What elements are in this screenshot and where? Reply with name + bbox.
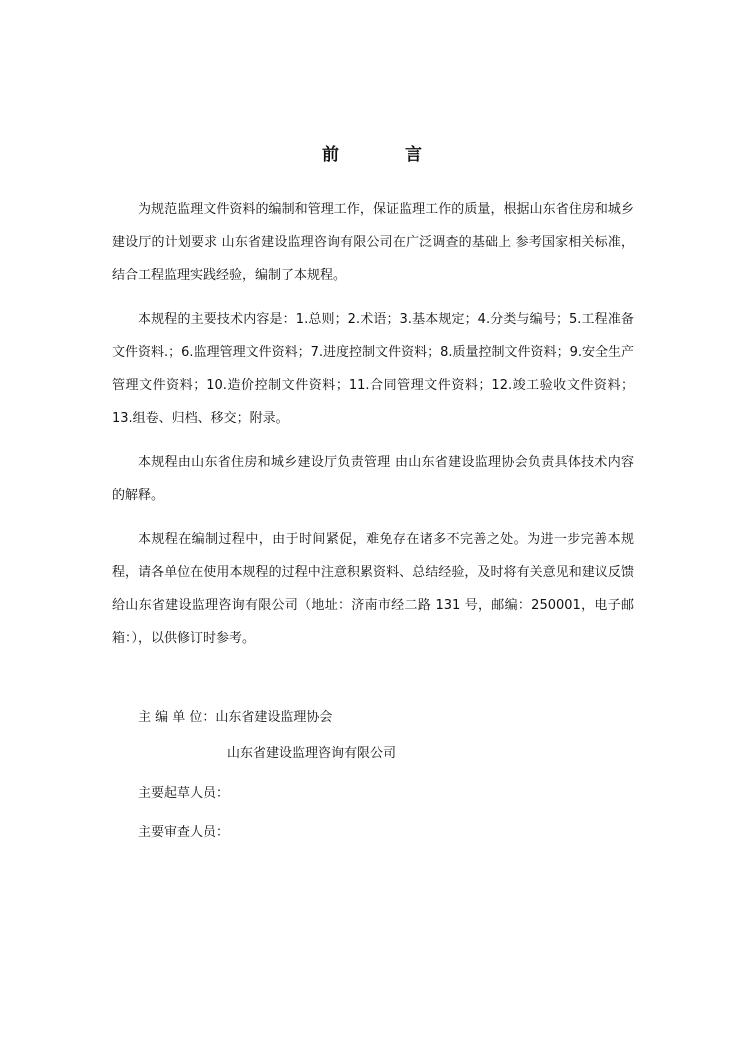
page-title: 前 言 <box>322 145 452 165</box>
main-drafters-label: 主要起草人员： <box>138 786 230 801</box>
paragraph-contents: 本规程的主要技术内容是：1.总则；2.术语；3.基本规定；4.分类与编号；5.工程准备文件资料.；6.监理管理文件资料；7.进度控制文件资料；8.质量控制文件资料；9.安全生产管理文件资料；10.造价控制文件资料；11.合同管理文件资料；12.竣工验收文件资料；13.组卷、归档、移交；附录。 <box>112 312 634 426</box>
paragraph-purpose: 为规范监理文件资料的编制和管理工作，保证监理工作的质量，根据山东省住房和城乡建设厅的计划要求 山东省建设监理咨询有限公司在广泛调查的基础上 参考国家相关标准，结合工程监理实践经验，编制了本规程。 <box>112 202 634 283</box>
paragraph-management: 本规程由山东省住房和城乡建设厅负责管理 由山东省建设监理协会负责具体技术内容的解释。 <box>112 455 634 503</box>
main-reviewers-label: 主要审查人员： <box>138 825 230 840</box>
chief-editor-unit-2: 山东省建设监理咨询有限公司 <box>227 746 397 761</box>
chief-editor-label: 主 编 单 位： <box>138 710 216 725</box>
chief-editor-unit-1: 山东省建设监理协会 <box>215 710 333 725</box>
foreword-body <box>112 193 634 655</box>
chief-editor-line <box>138 706 332 725</box>
paragraph-feedback: 本规程在编制过程中，由于时间紧促，难免存在诸多不完善之处。为进一步完善本规程，请各单位在使用本规程的过程中注意积累资料、总结经验，及时将有关意见和建议反馈给山东省建设监理咨询有限公司（地址：济南市经二路 131 号，邮编：250001，电子邮箱：），以供修订时参考。 <box>112 532 634 646</box>
